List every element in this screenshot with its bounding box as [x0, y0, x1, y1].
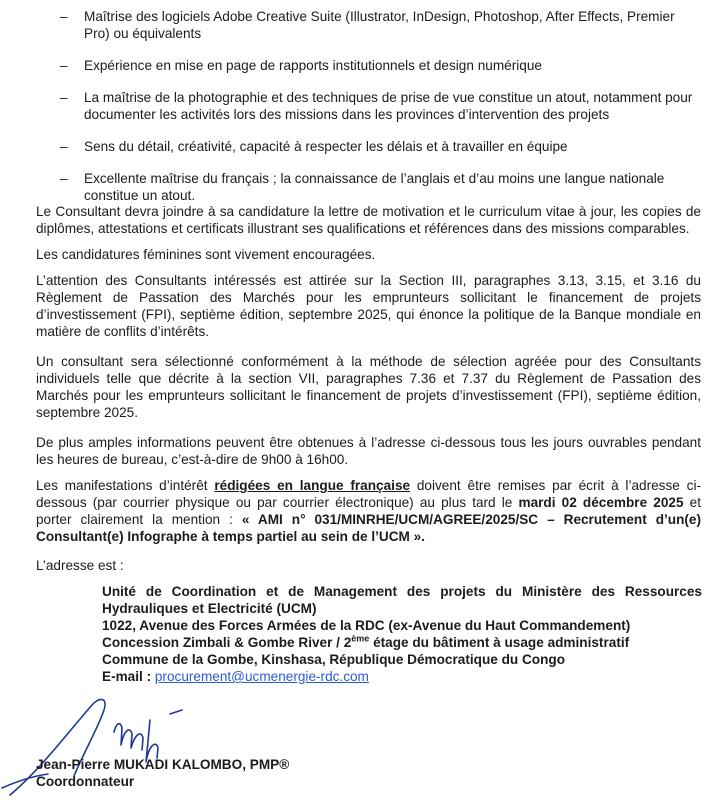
address-label: L’adresse est : — [36, 558, 124, 573]
address-line: 1022, Avenue des Forces Armées de la RDC (ex-Avenue du Haut Commandement) — [102, 618, 631, 633]
signatory-block — [36, 756, 289, 790]
submission-paragraph — [36, 477, 701, 545]
bullet-dash: – — [60, 58, 68, 73]
submission-text-middle: doivent être remises par écrit à l’adresse ci-dessous (par courrier physique ou par courrier électronique) au plus tard le — [36, 478, 701, 510]
signatory-name: Jean-Pierre MUKADI KALOMBO, PMP® — [36, 757, 290, 772]
language-requirement: rédigées en langue française — [214, 478, 411, 493]
bullet-dash: – — [60, 9, 68, 24]
women-encouraged-paragraph: Les candidatures féminines sont vivement encouragées. — [36, 247, 376, 262]
deadline-date: mardi 02 décembre 2025 — [518, 495, 684, 510]
ordinal-suffix: ème — [351, 633, 370, 644]
bullet-dash: – — [60, 90, 68, 105]
email-line — [102, 668, 702, 685]
address-block — [102, 583, 702, 685]
address-line: Unité de Coordination et de Management des projets du Ministère des Ressources — [102, 584, 702, 599]
bullet-dash: – — [60, 171, 68, 186]
list-item — [60, 138, 700, 155]
selection-method-paragraph: Un consultant sera sélectionné conformément à la méthode de sélection agréée pour des Consultants individuels telle que décrite à la section VII, paragraphes 7.36 et 7.37 du Règlement de Passation des Marchés pour les emprunteurs sollicitant le financement de projets d’investissement (FPI), septième édition, septembre 2025. — [36, 354, 701, 420]
bullet-text: Expérience en mise en page de rapports institutionnels et design numérique — [84, 58, 542, 73]
email-label: E-mail : — [102, 669, 155, 684]
bullet-text: Maîtrise des logiciels Adobe Creative Suite (Illustrator, InDesign, Photoshop, After Effects, Premier Pro) ou équivalents — [84, 9, 675, 41]
submission-text-end: et porter clairement la mention : — [36, 495, 701, 527]
bullet-text: La maîtrise de la photographie et des techniques de prise de vue constitue un atout, notamment pour documenter les activités lors des missions dans les provinces d’intervention des projets — [84, 90, 693, 122]
submission-text-start: Les manifestations d’intérêt — [36, 478, 215, 493]
information-paragraph: De plus amples informations peuvent être obtenues à l’adresse ci-dessous tous les jours ouvrables pendant les heures de bureau, c’est-à-dire de 9h00 à 16h00. — [36, 435, 701, 467]
address-line-part: étage du bâtiment à usage administratif — [369, 635, 630, 650]
address-line: Hydrauliques et Electricité (UCM) — [102, 601, 317, 616]
address-line — [102, 634, 702, 651]
bullet-dash: – — [60, 139, 68, 154]
list-item — [60, 170, 700, 204]
list-item — [60, 57, 700, 74]
signatory-title: Coordonnateur — [36, 774, 135, 789]
ami-reference: « AMI n° 031/MINRHE/UCM/AGREE/2025/SC – Recrutement d’un(e) Consultant(e) Infographe à temps partiel au sein de l’UCM ». — [36, 512, 701, 544]
address-line: Commune de la Gombe, Kinshasa, République Démocratique du Congo — [102, 652, 565, 667]
bullet-text: Excellente maîtrise du français ; la connaissance de l’anglais et d’au moins une langue nationale constitue un atout. — [84, 171, 665, 203]
bullet-text: Sens du détail, créativité, capacité à respecter les délais et à travailler en équipe — [84, 139, 568, 154]
address-line-part: Concession Zimbali & Gombe River / 2 — [102, 635, 352, 650]
application-documents-paragraph: Le Consultant devra joindre à sa candidature la lettre de motivation et le curriculum vitae à jour, les copies de diplômes, attestations et certificats illustrant ses qualifications et références dans des missions comparables. — [36, 204, 701, 236]
list-item — [60, 8, 700, 42]
requirements-list — [60, 8, 700, 219]
email-link[interactable]: procurement@ucmenergie-rdc.com — [154, 669, 369, 684]
list-item — [60, 89, 700, 123]
conflict-of-interest-paragraph: L’attention des Consultants intéressés est attirée sur la Section III, paragraphes 3.13, 3.15, et 3.16 du Règlement de Passation des Marchés pour les emprunteurs sollicitant le financement de projets d’investissement (FPI), septième édition, septembre 2025, qui énonce la politique de la Banque mondiale en matière de conflits d’intérêts. — [36, 273, 701, 339]
